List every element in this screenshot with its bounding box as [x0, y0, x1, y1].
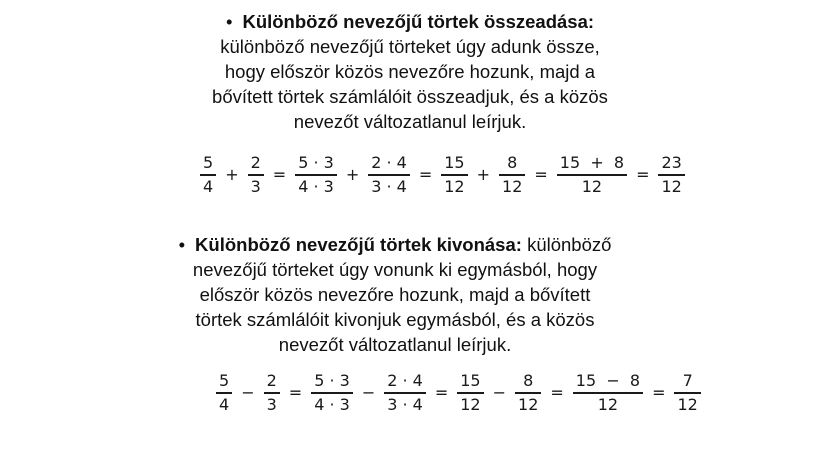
fraction [384, 371, 426, 415]
numerator: 5 · 3 [314, 371, 350, 390]
denominator: 3 [250, 176, 261, 196]
fraction-bar [441, 174, 467, 176]
fraction [457, 371, 483, 415]
fraction-bar [573, 392, 643, 394]
subtraction-text-line: nevezőjű törteket úgy vonunk ki egymásból, hogy [192, 259, 598, 280]
denominator: 12 [581, 176, 603, 196]
addition-equation [196, 153, 689, 197]
denominator: 12 [597, 394, 619, 414]
fraction-bar [557, 174, 627, 176]
bullet-icon: • [225, 11, 233, 32]
numerator: 23 [661, 153, 682, 172]
numerator: 5 · 3 [298, 153, 334, 172]
subtraction-text-line: nevezőt változatlanul leírjuk. [278, 334, 512, 355]
operator: = [636, 165, 650, 185]
fraction [557, 153, 627, 197]
numerator: 2 [266, 371, 277, 390]
fraction-bar [499, 174, 525, 176]
fraction [573, 371, 643, 415]
addition-text-line: különböző nevezőjű törteket úgy adunk össze, [220, 36, 600, 57]
subtraction-title-line [170, 232, 620, 257]
operator: + [345, 165, 360, 185]
operator: − [361, 383, 376, 403]
operator: + [476, 165, 491, 185]
fraction [311, 371, 353, 415]
addition-title: Különböző nevezőjű törtek összeadása: [242, 11, 595, 32]
addition-text-line: bővített törtek számlálóit összeadjuk, és a közös [212, 86, 608, 107]
denominator: 3 [266, 394, 277, 414]
operator: = [288, 383, 303, 403]
fraction-bar [295, 174, 337, 176]
subtraction-text-line: először közös nevezőre hozunk, majd a bővített [199, 284, 591, 305]
subtraction-equation [212, 371, 705, 415]
fraction [216, 371, 232, 415]
denominator: 4 [219, 394, 230, 414]
fraction [515, 371, 541, 415]
fraction [248, 153, 264, 197]
operator: = [652, 383, 666, 403]
fraction-bar [515, 392, 541, 394]
numerator: 15 [444, 153, 465, 172]
denominator: 3 · 4 [387, 394, 423, 414]
fraction-bar [384, 392, 426, 394]
numerator: 7 [682, 371, 693, 390]
numerator: 5 [203, 153, 214, 172]
fraction [499, 153, 525, 197]
operator: − [241, 383, 255, 403]
denominator: 12 [677, 394, 698, 414]
subtraction-text-line: törtek számlálóit kivonjuk egymásból, és a közös [195, 309, 595, 330]
operator: = [418, 165, 433, 185]
numerator: 5 [219, 371, 230, 390]
denominator: 12 [518, 394, 539, 414]
operator: = [534, 165, 548, 185]
denominator: 4 · 3 [314, 394, 350, 414]
denominator: 4 · 3 [298, 176, 334, 196]
fraction-bar [368, 174, 410, 176]
denominator: 12 [661, 176, 682, 196]
fraction [368, 153, 410, 197]
numerator: 2 · 4 [371, 153, 407, 172]
fraction-bar [248, 174, 264, 176]
fraction [295, 153, 337, 197]
fraction-bar [216, 392, 232, 394]
numerator: 15 [460, 371, 481, 390]
numerator: 8 [523, 371, 534, 390]
fraction [441, 153, 467, 197]
bullet-icon: • [178, 234, 186, 255]
fraction-bar [311, 392, 353, 394]
numerator: 2 · 4 [387, 371, 423, 390]
denominator: 12 [502, 176, 523, 196]
fraction-bar [200, 174, 216, 176]
addition-title-line [190, 9, 630, 34]
denominator: 4 [203, 176, 214, 196]
operator: + [225, 165, 239, 185]
subtraction-section [170, 232, 620, 357]
operator: = [272, 165, 287, 185]
operator: − [492, 383, 507, 403]
addition-text-line: nevezőt változatlanul leírjuk. [293, 111, 527, 132]
fraction [200, 153, 216, 197]
denominator: 3 · 4 [371, 176, 407, 196]
subtraction-title: Különböző nevezőjű törtek kivonása: [195, 234, 522, 255]
fraction [264, 371, 280, 415]
addition-section [190, 9, 630, 134]
numerator: 2 [250, 153, 261, 172]
numerator: 8 [507, 153, 518, 172]
subtraction-title-rest: különböző [521, 234, 612, 255]
fraction-bar [264, 392, 280, 394]
fraction-bar [457, 392, 483, 394]
numerator: 15 + 8 [559, 153, 625, 172]
fraction [674, 371, 700, 415]
denominator: 12 [460, 394, 481, 414]
denominator: 12 [444, 176, 465, 196]
operator: = [550, 383, 564, 403]
fraction-bar [658, 174, 684, 176]
fraction-bar [674, 392, 700, 394]
numerator: 15 − 8 [575, 371, 641, 390]
operator: = [434, 383, 449, 403]
addition-text-line: hogy először közös nevezőre hozunk, majd a [224, 61, 596, 82]
fraction [658, 153, 684, 197]
